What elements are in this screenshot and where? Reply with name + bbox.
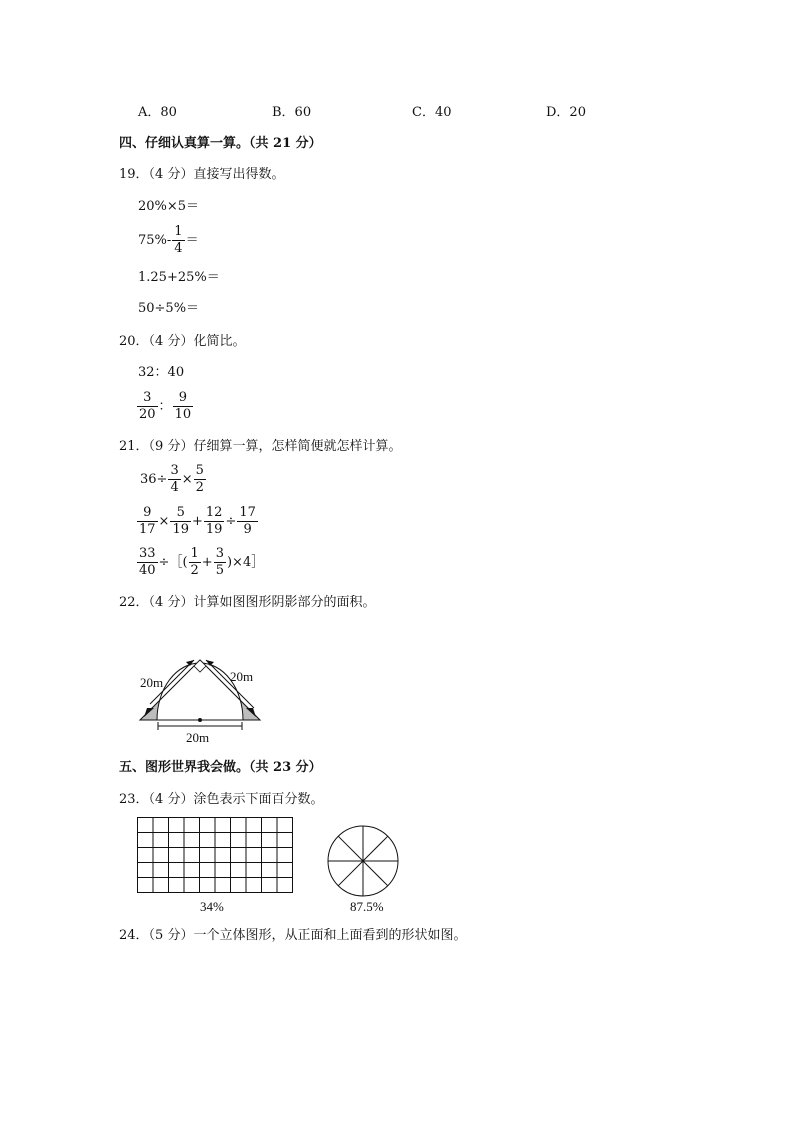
question-21-stem: 21．（9 分）仔细算一算，怎样简便就怎样计算。 (119, 439, 402, 454)
label-diameter: 20m (186, 730, 210, 745)
option-a: A．80 (138, 105, 177, 120)
question-20-stem: 20．（4 分）化简比。 (119, 334, 246, 349)
q19-line-4: 50÷5%＝ (138, 301, 200, 316)
fraction: $\frac{12}{19}$ (205, 505, 223, 537)
question-23-stem: 23．（4 分）涂色表示下面百分数。 (119, 792, 324, 807)
q19-line-2: 75%- $\frac{1}{4}$ ＝ (138, 224, 199, 256)
q20-line-1: 32：40 (138, 365, 185, 380)
label-left-side: 20m (140, 675, 164, 690)
fraction: $\frac{1}{4}$ (174, 224, 183, 256)
question-24-stem: 24．（5 分）一个立体图形，从正面和上面看到的形状如图。 (119, 928, 467, 943)
fraction: $\frac{33}{40}$ (139, 546, 156, 578)
grid-label: 34% (200, 899, 224, 914)
q21-expression-1: 36÷ $\frac{3}{4}$ × $\frac{5}{2}$ (140, 463, 204, 495)
fraction: $\frac{9}{17}$ (139, 505, 156, 537)
eighths-circle (326, 824, 400, 898)
fraction: $\frac{3}{5}$ (215, 546, 224, 578)
option-d: D．20 (546, 105, 586, 120)
option-c: C．40 (412, 105, 452, 120)
label-right-side: 20m (230, 669, 254, 684)
fraction: $\frac{5}{19}$ (172, 505, 189, 537)
fraction: $\frac{3}{20}$ (139, 390, 156, 422)
q19-line-3: 1.25+25%＝ (138, 270, 220, 285)
fraction: $\frac{3}{4}$ (170, 463, 179, 495)
option-b: B．60 (272, 105, 312, 120)
q21-expression-3: $\frac{33}{40}$ ÷［( $\frac{1}{2}$ + $\frac{3}{5}$ )×4］ (139, 546, 265, 578)
question-19-stem: 19．（4 分）直接写出得数。 (119, 167, 285, 182)
q20-line-2: $\frac{3}{20}$ ： $\frac{9}{10}$ (139, 390, 192, 422)
fraction: $\frac{5}{2}$ (195, 463, 204, 495)
question-22-stem: 22．（4 分）计算如图图形阴影部分的面积。 (119, 595, 376, 610)
section-title-5: 五、图形世界我会做。（共 23 分） (119, 760, 322, 775)
section-title-4: 四、仔细认真算一算。（共 21 分） (119, 136, 322, 151)
fraction: $\frac{9}{10}$ (174, 390, 192, 422)
q21-expression-2: $\frac{9}{17}$ × $\frac{5}{19}$ + $\frac{12}{19}$ ÷ $\frac{17}{9}$ (139, 505, 256, 537)
fraction: $\frac{1}{2}$ (190, 546, 199, 578)
hundred-grid (137, 817, 294, 894)
circle-label: 87.5% (350, 899, 384, 914)
fraction: $\frac{17}{9}$ (239, 505, 256, 537)
q19-line-1: 20%×5＝ (138, 199, 200, 214)
